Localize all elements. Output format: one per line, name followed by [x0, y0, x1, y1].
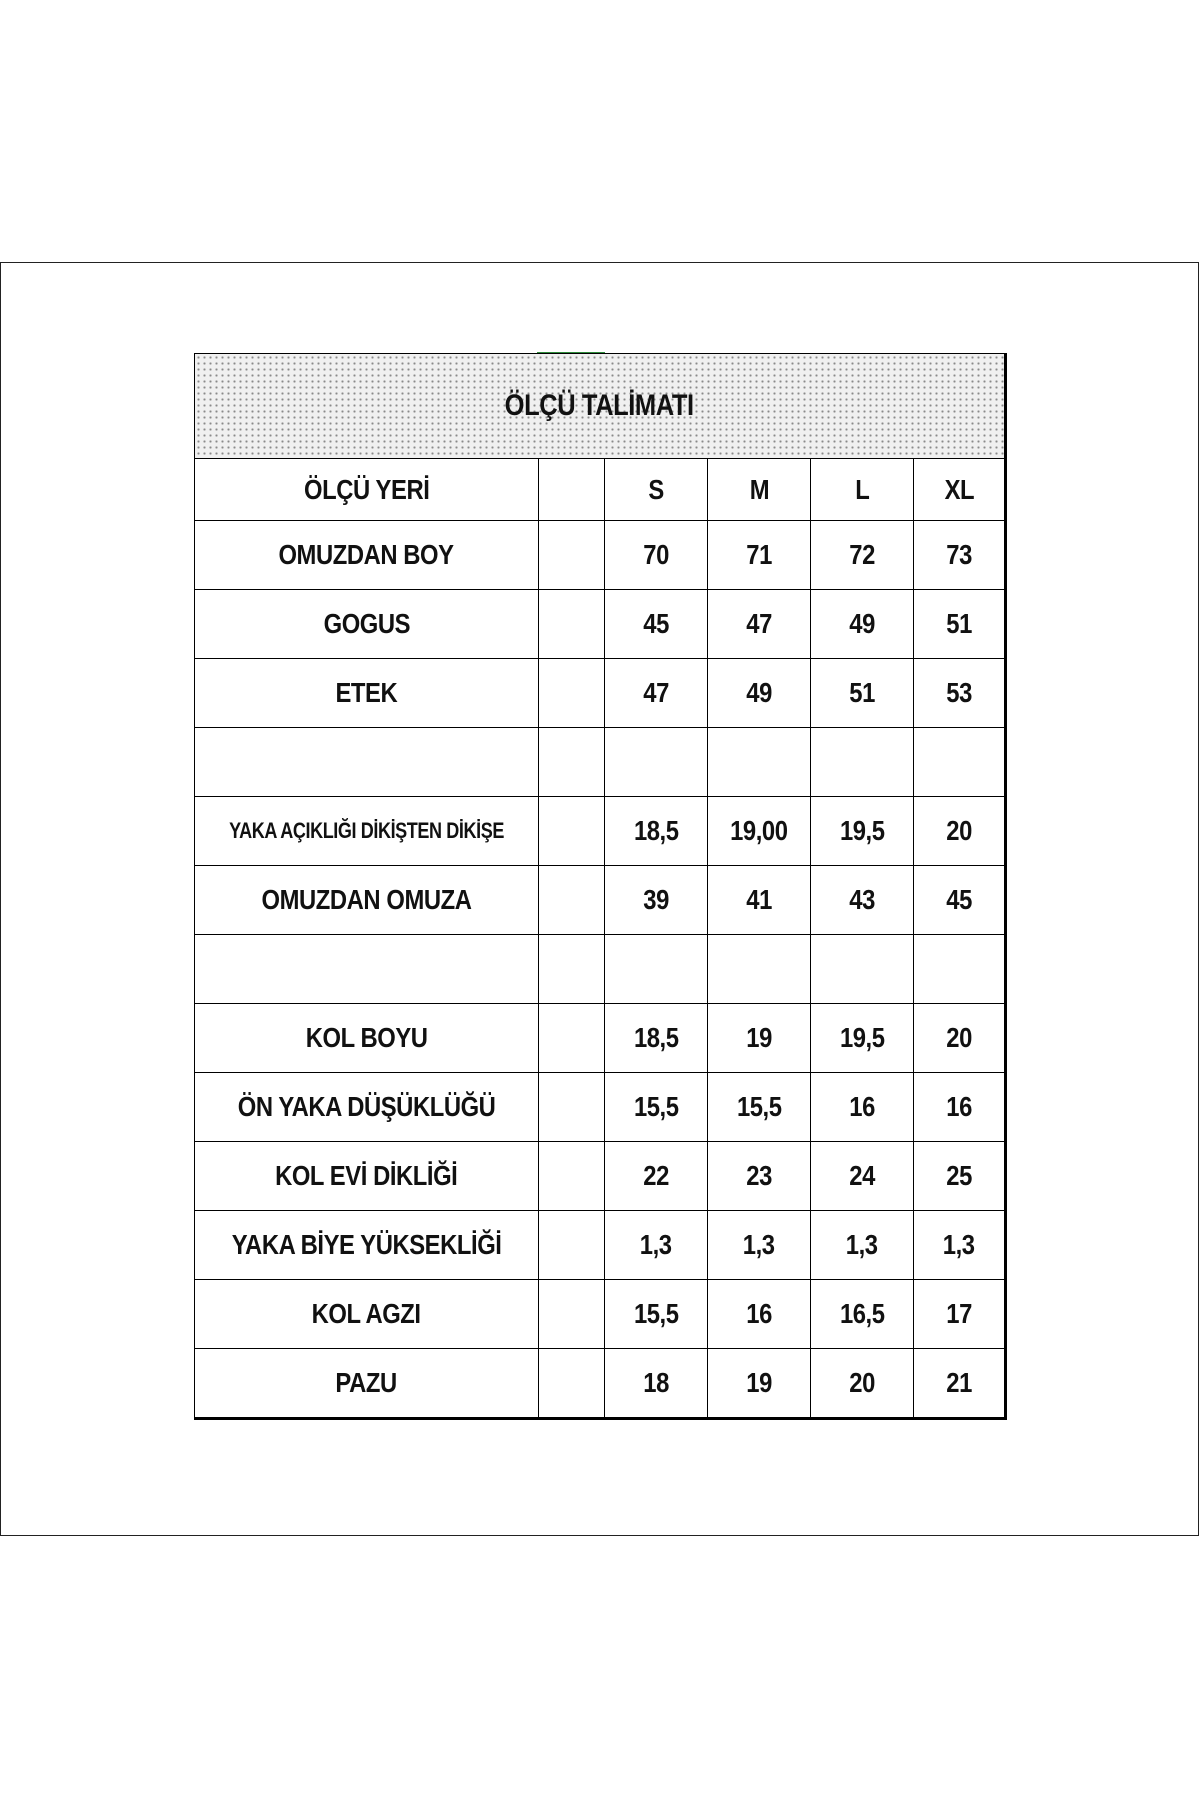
value-cell-l: 16,5: [811, 1280, 914, 1349]
value-cell-m: [708, 728, 811, 797]
value-cell-l: 51: [811, 659, 914, 728]
value-cell-m: 15,5: [708, 1073, 811, 1142]
blank-cell: [539, 1004, 605, 1073]
value-cell-s: 45: [605, 590, 708, 659]
value-cell-xl: 45: [914, 866, 1006, 935]
header-size-m: M: [708, 459, 811, 521]
table-row: [195, 1142, 1006, 1211]
blank-cell: [539, 521, 605, 590]
blank-cell: [539, 866, 605, 935]
row-label: ETEK: [195, 659, 539, 728]
value-cell-l: 49: [811, 590, 914, 659]
row-label: PAZU: [195, 1349, 539, 1419]
blank-cell: [539, 1211, 605, 1280]
table-row: [195, 797, 1006, 866]
value-cell-xl: 16: [914, 1073, 1006, 1142]
row-label: ÖN YAKA DÜŞÜKLÜĞÜ: [195, 1073, 539, 1142]
value-cell-xl: 21: [914, 1349, 1006, 1419]
value-cell-xl: 1,3: [914, 1211, 1006, 1280]
value-cell-xl: 25: [914, 1142, 1006, 1211]
blank-cell: [539, 1280, 605, 1349]
blank-cell: [539, 1349, 605, 1419]
table-row: [195, 1073, 1006, 1142]
blank-cell: [539, 659, 605, 728]
value-cell-l: 20: [811, 1349, 914, 1419]
row-label: GOGUS: [195, 590, 539, 659]
value-cell-s: 39: [605, 866, 708, 935]
header-size-l: L: [811, 459, 914, 521]
table-row: [195, 1280, 1006, 1349]
table-row: [195, 1349, 1006, 1419]
value-cell-l: 19,5: [811, 1004, 914, 1073]
value-cell-m: 16: [708, 1280, 811, 1349]
value-cell-m: 41: [708, 866, 811, 935]
value-cell-l: [811, 935, 914, 1004]
header-row: [195, 459, 1006, 521]
row-label: KOL BOYU: [195, 1004, 539, 1073]
header-label: ÖLÇÜ YERİ: [195, 459, 539, 521]
value-cell-xl: [914, 728, 1006, 797]
table-row: [195, 866, 1006, 935]
value-cell-m: 47: [708, 590, 811, 659]
value-cell-l: 43: [811, 866, 914, 935]
blank-cell: [539, 935, 605, 1004]
value-cell-xl: 20: [914, 797, 1006, 866]
value-cell-m: 71: [708, 521, 811, 590]
row-label: OMUZDAN BOY: [195, 521, 539, 590]
spacer-row: [195, 935, 1006, 1004]
value-cell-l: 1,3: [811, 1211, 914, 1280]
value-cell-xl: 53: [914, 659, 1006, 728]
value-cell-l: 19,5: [811, 797, 914, 866]
table-row: [195, 659, 1006, 728]
blank-cell: [539, 728, 605, 797]
size-chart-table: [194, 353, 1007, 1420]
value-cell-m: 19: [708, 1004, 811, 1073]
blank-cell: [539, 1142, 605, 1211]
value-cell-s: 15,5: [605, 1073, 708, 1142]
table-title: ÖLÇÜ TALİMATI: [195, 354, 1006, 459]
blank-cell: [539, 1073, 605, 1142]
blank-cell: [539, 797, 605, 866]
row-label: OMUZDAN OMUZA: [195, 866, 539, 935]
value-cell-l: 16: [811, 1073, 914, 1142]
table-row: [195, 1211, 1006, 1280]
value-cell-xl: 51: [914, 590, 1006, 659]
value-cell-m: 49: [708, 659, 811, 728]
row-label: KOL EVİ DİKLİĞİ: [195, 1142, 539, 1211]
row-label: [195, 935, 539, 1004]
spacer-row: [195, 728, 1006, 797]
table-row: [195, 590, 1006, 659]
table-row: [195, 521, 1006, 590]
value-cell-s: 1,3: [605, 1211, 708, 1280]
value-cell-s: 70: [605, 521, 708, 590]
value-cell-s: 47: [605, 659, 708, 728]
row-label: KOL AGZI: [195, 1280, 539, 1349]
value-cell-m: 23: [708, 1142, 811, 1211]
header-blank: [539, 459, 605, 521]
value-cell-s: [605, 728, 708, 797]
value-cell-s: 15,5: [605, 1280, 708, 1349]
value-cell-s: 18,5: [605, 1004, 708, 1073]
value-cell-s: 22: [605, 1142, 708, 1211]
blank-cell: [539, 590, 605, 659]
value-cell-xl: 17: [914, 1280, 1006, 1349]
value-cell-m: 1,3: [708, 1211, 811, 1280]
header-size-s: S: [605, 459, 708, 521]
value-cell-m: [708, 935, 811, 1004]
value-cell-l: [811, 728, 914, 797]
header-size-xl: XL: [914, 459, 1006, 521]
row-label: [195, 728, 539, 797]
row-label: YAKA BİYE YÜKSEKLİĞİ: [195, 1211, 539, 1280]
value-cell-s: 18: [605, 1349, 708, 1419]
value-cell-l: 24: [811, 1142, 914, 1211]
row-label: YAKA AÇIKLIĞI DİKİŞTEN DİKİŞE: [195, 797, 539, 866]
value-cell-m: 19: [708, 1349, 811, 1419]
table-row: [195, 1004, 1006, 1073]
value-cell-xl: 20: [914, 1004, 1006, 1073]
value-cell-s: [605, 935, 708, 1004]
value-cell-s: 18,5: [605, 797, 708, 866]
value-cell-m: 19,00: [708, 797, 811, 866]
value-cell-xl: 73: [914, 521, 1006, 590]
value-cell-xl: [914, 935, 1006, 1004]
value-cell-l: 72: [811, 521, 914, 590]
